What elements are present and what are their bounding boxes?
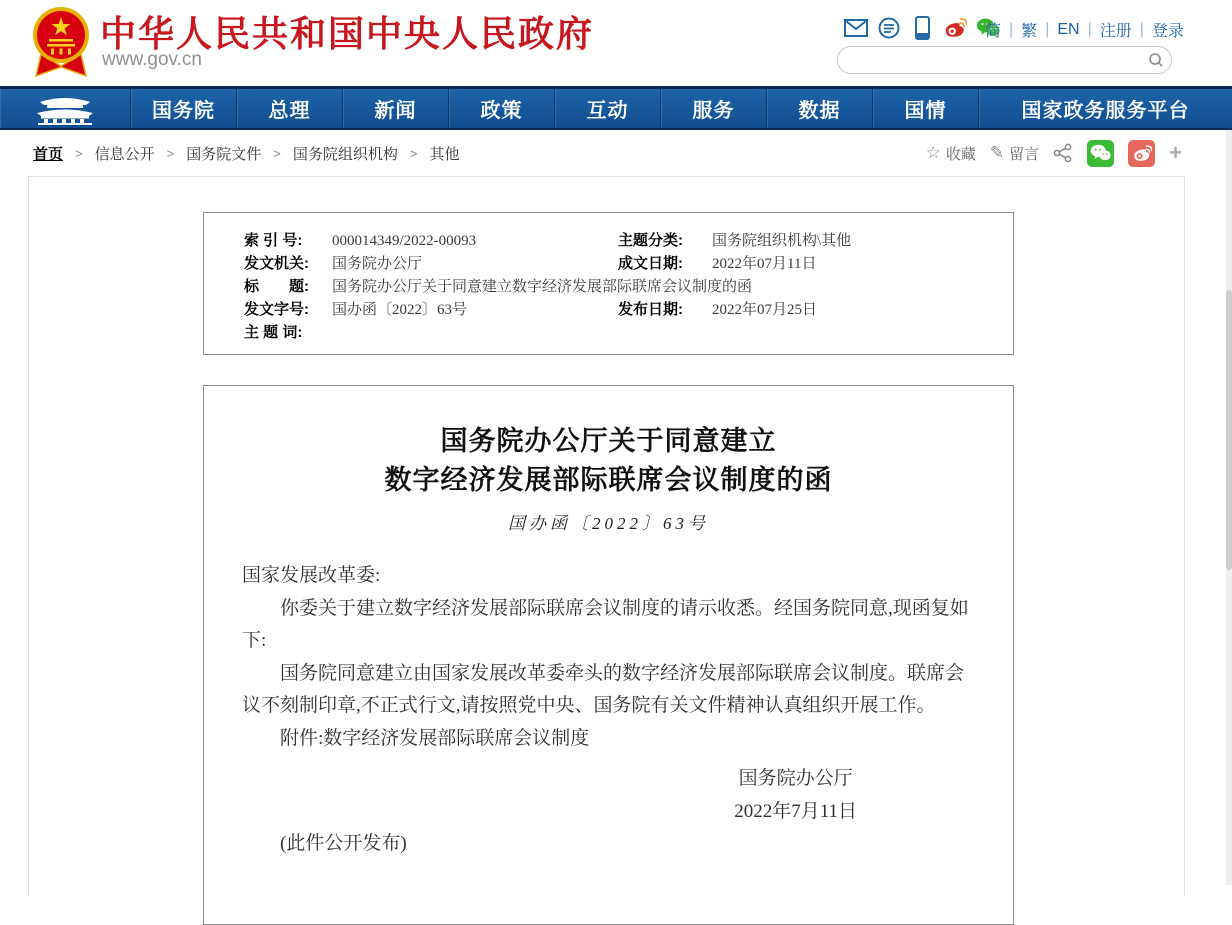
nav-item-gov-service-platform[interactable]: 国家政务服务平台 <box>979 89 1232 128</box>
scrollbar-track[interactable] <box>1226 130 1232 885</box>
lang-english[interactable]: EN <box>1057 20 1080 38</box>
breadcrumb-row <box>0 130 1232 176</box>
meta-title-label: 标 题: <box>244 278 309 295</box>
message-icon[interactable] <box>877 16 901 40</box>
paragraph-1: 你委关于建立数字经济发展部际联席会议制度的请示收悉。经国务院同意,现函复如下: <box>242 597 969 651</box>
meta-publish-label: 发布日期: <box>618 301 683 318</box>
meta-index-label: 索 引 号: <box>244 232 303 249</box>
document-body-box <box>203 385 1014 925</box>
meta-org-value: 国务院办公厅 <box>332 256 423 272</box>
site-header <box>0 0 1232 86</box>
wechat-share-icon[interactable] <box>1087 140 1114 167</box>
weibo-share-icon[interactable] <box>1128 140 1155 167</box>
document-title: 国务院办公厅关于同意建立 数字经济发展部际联席会议制度的函 <box>384 426 833 495</box>
attachment-line: 附件:数字经济发展部际联席会议制度 <box>280 727 590 749</box>
header-lang-links: 简 | 繁 | EN | 注册 | 登录 <box>985 18 1184 41</box>
site-title: 中华人民共和国中央人民政府 <box>100 13 595 54</box>
lang-simplified[interactable]: 简 <box>985 23 1002 40</box>
login-link[interactable]: 登录 <box>1151 23 1184 40</box>
document-text <box>242 560 975 861</box>
weibo-icon[interactable] <box>943 16 967 40</box>
nav-item-interact[interactable]: 互动 <box>555 89 661 128</box>
page-actions <box>926 130 1182 176</box>
search-input[interactable] <box>850 49 1141 71</box>
favorite-button[interactable]: ☆ 收藏 <box>925 143 976 163</box>
meta-org-label: 发文机关: <box>244 255 309 272</box>
public-note: (此件公开发布) <box>280 833 407 854</box>
meta-publish-value: 2022年07月25日 <box>712 302 818 318</box>
document-number: 国办函〔2022〕63号 <box>508 514 709 533</box>
breadcrumb-home[interactable]: 首页 <box>33 145 64 163</box>
signer: 国务院办公厅 <box>738 768 853 789</box>
nav-item-state-council[interactable]: 国务院 <box>131 89 237 128</box>
site-url: www.gov.cn <box>102 49 202 70</box>
star-icon: ☆ <box>925 143 941 162</box>
more-share-button[interactable]: + <box>1169 140 1182 165</box>
meta-topic-value: 国务院组织机构\其他 <box>712 233 852 249</box>
share-icon[interactable] <box>1053 143 1073 163</box>
breadcrumb-info-disclosure[interactable]: 信息公开 <box>94 145 155 163</box>
meta-grid <box>204 213 1013 344</box>
lang-traditional[interactable]: 繁 <box>1021 23 1038 40</box>
meta-keywords-label: 主 题 词: <box>244 324 303 341</box>
document-meta-box <box>203 212 1014 355</box>
scrollbar-thumb[interactable] <box>1226 290 1232 570</box>
breadcrumb-other[interactable]: 其他 <box>429 145 460 163</box>
national-emblem-logo <box>31 6 91 82</box>
comment-button[interactable]: ✎ 留言 <box>989 143 1040 163</box>
meta-date-label: 成文日期: <box>618 255 683 272</box>
sign-date: 2022年7月11日 <box>734 800 857 822</box>
meta-topic-label: 主题分类: <box>618 232 683 249</box>
salutation: 国家发展改革委: <box>242 565 381 586</box>
breadcrumb-state-council-docs[interactable]: 国务院文件 <box>186 145 262 163</box>
mobile-icon[interactable] <box>910 16 934 40</box>
meta-docno-value: 国办函〔2022〕63号 <box>332 302 468 318</box>
mail-icon[interactable] <box>844 16 868 40</box>
main-nav <box>0 86 1232 130</box>
breadcrumb: 首页 > 信息公开 > 国务院文件 > 国务院组织机构 > 其他 <box>33 130 459 176</box>
nav-item-data[interactable]: 数据 <box>767 89 873 128</box>
search-bar <box>837 46 1172 74</box>
register-link[interactable]: 注册 <box>1099 23 1132 40</box>
nav-item-news[interactable]: 新闻 <box>343 89 449 128</box>
meta-title-value: 国务院办公厅关于同意建立数字经济发展部际联席会议制度的函 <box>332 279 753 295</box>
nav-item-national[interactable]: 国情 <box>873 89 979 128</box>
nav-item-policy[interactable]: 政策 <box>449 89 555 128</box>
meta-keywords-value <box>324 322 618 344</box>
pencil-icon: ✎ <box>989 143 1005 162</box>
tiananmen-gate-icon[interactable] <box>0 89 131 128</box>
nav-item-services[interactable]: 服务 <box>661 89 767 128</box>
nav-item-premier[interactable]: 总理 <box>237 89 343 128</box>
meta-docno-label: 发文字号: <box>244 301 309 318</box>
meta-date-value: 2022年07月11日 <box>712 256 817 272</box>
search-icon[interactable] <box>1141 48 1171 72</box>
meta-index-value: 000014349/2022-00093 <box>332 233 477 249</box>
paragraph-2: 国务院同意建立由国家发展改革委牵头的数字经济发展部际联席会议制度。联席会议不刻制印章,不正式行文,请按照党中央、国务院有关文件精神认真组织开展工作。 <box>242 662 965 716</box>
header-quick-icons <box>844 16 1000 40</box>
signature-block <box>242 763 975 828</box>
breadcrumb-org[interactable]: 国务院组织机构 <box>292 145 398 163</box>
